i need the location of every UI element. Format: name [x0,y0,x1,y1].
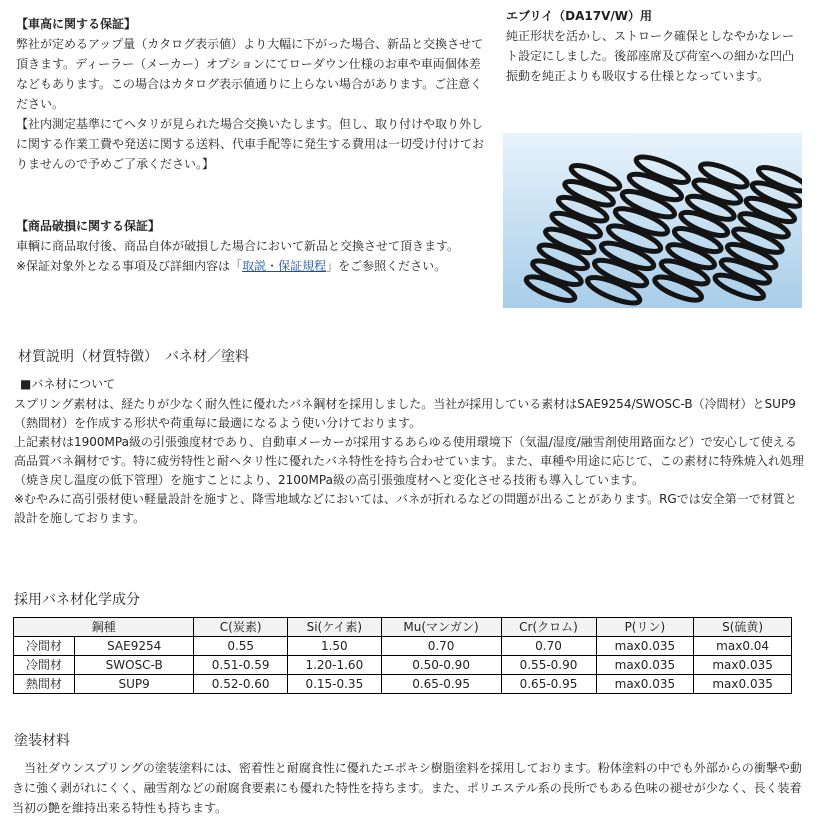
table-cell: 0.70 [381,637,501,656]
table-cell: 冷間材 [14,637,75,656]
table-cell: 冷間材 [14,656,75,675]
product-section [506,6,802,86]
damage-guarantee-title: 【商品破損に関する保証】 [16,219,161,233]
table-cell: SWOSC-B [75,656,194,675]
header-manganese: Mu(マンガン) [381,618,501,637]
spring-material-subheading: ■バネ材について [20,377,116,391]
table-row [14,656,792,675]
table-cell: max0.035 [596,675,694,694]
spring-product-photo [503,133,802,308]
material-paragraph: スプリング素材は、経たりが少なく耐久性に優れたバネ鋼材を採用しました。当社が採用している素材はSAE9254/SWOSC-B（冷間材）とSUP9（熱間材）を作成する形状や荷重毎に最適になるよう使い分けております。 [14,397,796,430]
damage-guarantee-body: 車輌に商品取付後、商品自体が破損した場合において新品と交換させて頂きます。 [16,239,460,253]
damage-guarantee-note [16,256,490,276]
product-description: 純正形状を活かし、ストローク確保としなやかなレート設定にしました。後部座席及び荷室への細かな凹凸振動を純正よりも吸収する仕様となっています。 [506,29,795,83]
material-paragraph: 上記素材は1900MPa級の引張強度材であり、自動車メーカーが採用するあらゆる使用環境下（気温/湿度/融雪剤使用路面など）で安心して使える高品質バネ鋼材です。特に疲労特性と耐ヘタリ性に優れたバネ特性を持ち合わせています。また、車種や用途に応じて、この素材に特殊焼入れ処理（焼き戻し温度の低下管理）を施すことにより、2100MPa級の高引張強度材へと変化させる技術も導入しています。 [14,435,804,487]
table-row [14,675,792,694]
material-heading: 材質説明（材質特徴） バネ材／塗料 [18,349,249,365]
height-guarantee-body: 弊社が定めるアップ量（カタログ表示値）より大幅に下がった場合、新品と交換させて頂きます。ディーラー（メーカー）オプションにてローダウン仕様のお車や車両個体差などもあります。この場合はカタログ表示値通りに上らない場合があります。ご注意ください。 [16,37,484,111]
coil-springs-image [503,133,802,308]
paint-description: 当社ダウンスプリングの塗装塗料には、密着性と耐腐食性に優れたエポキシ樹脂塗料を採用しております。粉体塗料の中でも外部からの衝撃や動きに強く剥がれにくく、融雪剤などの耐腐食要素にも優れた特性を持ちます。また、ポリエステル系の長所でもある色味の褪せが少なく、長く装着当初の艶を維持出来る特性も持ちます。 [12,761,802,815]
table-cell: SUP9 [75,675,194,694]
table-cell: 0.65-0.95 [381,675,501,694]
table-cell: 0.50-0.90 [381,656,501,675]
table-cell: 0.65-0.95 [501,675,596,694]
table-cell: 0.51-0.59 [194,656,288,675]
table-cell: 0.70 [501,637,596,656]
height-guarantee-title: 【車高に関する保証】 [16,17,137,31]
material-description [14,395,804,528]
table-cell: 0.55 [194,637,288,656]
material-paragraph: ※むやみに高引張材使い軽量設計を施すと、降雪地域などにおいては、バネが折れるなどの問題が出ることがあります。RGでは安全第一で材質と設計を施しております。 [14,492,797,525]
header-phosphorus: P(リン) [596,618,694,637]
table-cell: max0.035 [596,656,694,675]
table-cell: 1.50 [288,637,382,656]
header-silicon: Si(ケイ素) [288,618,382,637]
table-cell: 0.55-0.90 [501,656,596,675]
height-guarantee-note: 【社内測定基準にてヘタリが見られた場合交換いたします。但し、取り付けや取り外しに関する作業工費や発送に関する送料、代車手配等に発生する費用は一切受け付けておりませんので予めご了承ください。】 [16,117,485,171]
product-title: エブリイ（DA17V/W）用 [506,9,653,23]
header-carbon: C(炭素) [194,618,288,637]
header-sulfur: S(硫黄) [694,618,792,637]
header-steel-grade: 鋼種 [14,618,194,637]
table-cell: 0.52-0.60 [194,675,288,694]
table-header-row [14,618,792,637]
chemistry-table [13,617,792,694]
table-cell: 熱間材 [14,675,75,694]
table-cell: max0.035 [694,675,792,694]
table-cell: max0.035 [694,656,792,675]
paint-heading: 塗装材料 [14,733,70,749]
table-row [14,637,792,656]
table-cell: max0.04 [694,637,792,656]
header-chromium: Cr(クロム) [501,618,596,637]
chemistry-heading: 採用バネ材化学成分 [14,592,140,608]
note-prefix: ※保証対象外となる事項及び詳細内容は「 [16,259,243,273]
table-cell: SAE9254 [75,637,194,656]
table-cell: 1.20-1.60 [288,656,382,675]
warranty-terms-link[interactable]: 取説・保証規程 [242,259,327,273]
table-cell: 0.15-0.35 [288,675,382,694]
table-cell: max0.035 [596,637,694,656]
guarantee-section [16,14,490,276]
note-suffix: 」をご参照ください。 [326,259,447,273]
